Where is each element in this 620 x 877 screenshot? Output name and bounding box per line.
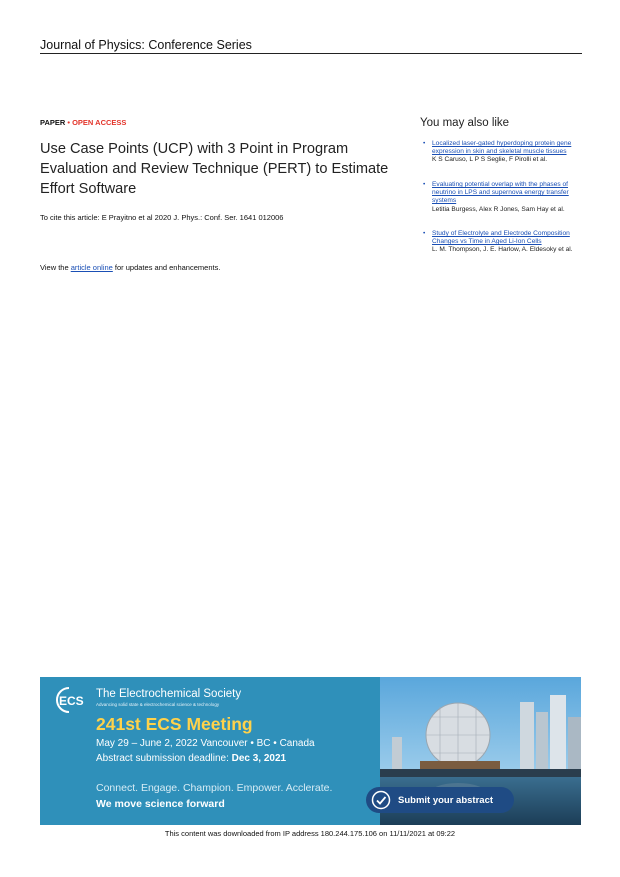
- slogan: Connect. Engage. Champion. Empower. Acclerate.: [96, 782, 333, 794]
- meeting-title: 241st ECS Meeting: [96, 714, 253, 734]
- ecs-advert-banner[interactable]: [40, 677, 581, 825]
- ecs-logo-text: ECS: [59, 694, 84, 708]
- related-link[interactable]: Evaluating potential overlap with the phases of neutrino in LPS and supernova energy transfer systems: [432, 181, 569, 205]
- bullet-icon: •: [423, 181, 426, 188]
- related-item: [423, 230, 582, 255]
- related-authors: Letitia Burgess, Alex R Jones, Sam Hay et al.: [432, 205, 565, 213]
- ecs-logo-icon: [56, 687, 86, 713]
- citation-line: To cite this article: E Prayitno et al 2020 J. Phys.: Conf. Ser. 1641 012006: [40, 213, 284, 222]
- open-access-label: OPEN ACCESS: [72, 118, 127, 127]
- deadline-date: Dec 3, 2021: [231, 753, 287, 764]
- related-item: [423, 140, 582, 165]
- submit-abstract-button[interactable]: [366, 787, 514, 813]
- related-authors: L. M. Thompson, J. E. Harlow, A. Eldesoky et al.: [432, 246, 573, 254]
- related-link[interactable]: Study of Electrolyte and Electrode Composition Changes vs Time in Aged Li-Ion Cells: [432, 230, 570, 246]
- related-link[interactable]: Localized laser-gated hyperdoping protein gene expression in skin and skeletal muscle tissues: [432, 140, 572, 156]
- check-circle-icon: [371, 790, 391, 810]
- slogan-tagline: We move science forward: [96, 798, 225, 810]
- view-prefix: View the: [40, 263, 71, 272]
- related-heading: You may also like: [420, 117, 510, 129]
- meeting-dates: May 29 – June 2, 2022 Vancouver • BC • Canada: [96, 738, 315, 749]
- header-rule: [40, 53, 582, 54]
- bullet-icon: •: [423, 230, 426, 237]
- paper-separator: •: [65, 118, 73, 127]
- bullet-icon: •: [423, 140, 426, 147]
- related-authors: K S Caruso, L P S Seglie, F Pirolli et al.: [432, 156, 548, 164]
- paper-type-label: PAPER: [40, 118, 66, 127]
- deadline-line: [96, 753, 286, 764]
- paper-type-line: [40, 118, 126, 127]
- journal-title: Journal of Physics: Conference Series: [40, 38, 252, 52]
- submit-abstract-label: Submit your abstract: [398, 794, 494, 806]
- view-suffix: for updates and enhancements.: [112, 263, 221, 272]
- deadline-prefix: Abstract submission deadline:: [96, 753, 232, 764]
- banner-text-panel: [40, 677, 380, 825]
- article-online-link[interactable]: article online: [70, 263, 113, 272]
- org-tagline: Advancing solid state & electrochemical science & technology: [96, 702, 220, 707]
- download-footer: This content was downloaded from IP address 180.244.175.106 on 11/11/2021 at 09:22: [164, 829, 456, 838]
- view-online-line: [40, 263, 220, 272]
- related-item: [423, 181, 582, 214]
- paper-title: Use Case Points (UCP) with 3 Point in Program Evaluation and Review Technique (PERT) to Estimate Effort Software: [40, 141, 389, 197]
- org-name: The Electrochemical Society: [96, 688, 242, 700]
